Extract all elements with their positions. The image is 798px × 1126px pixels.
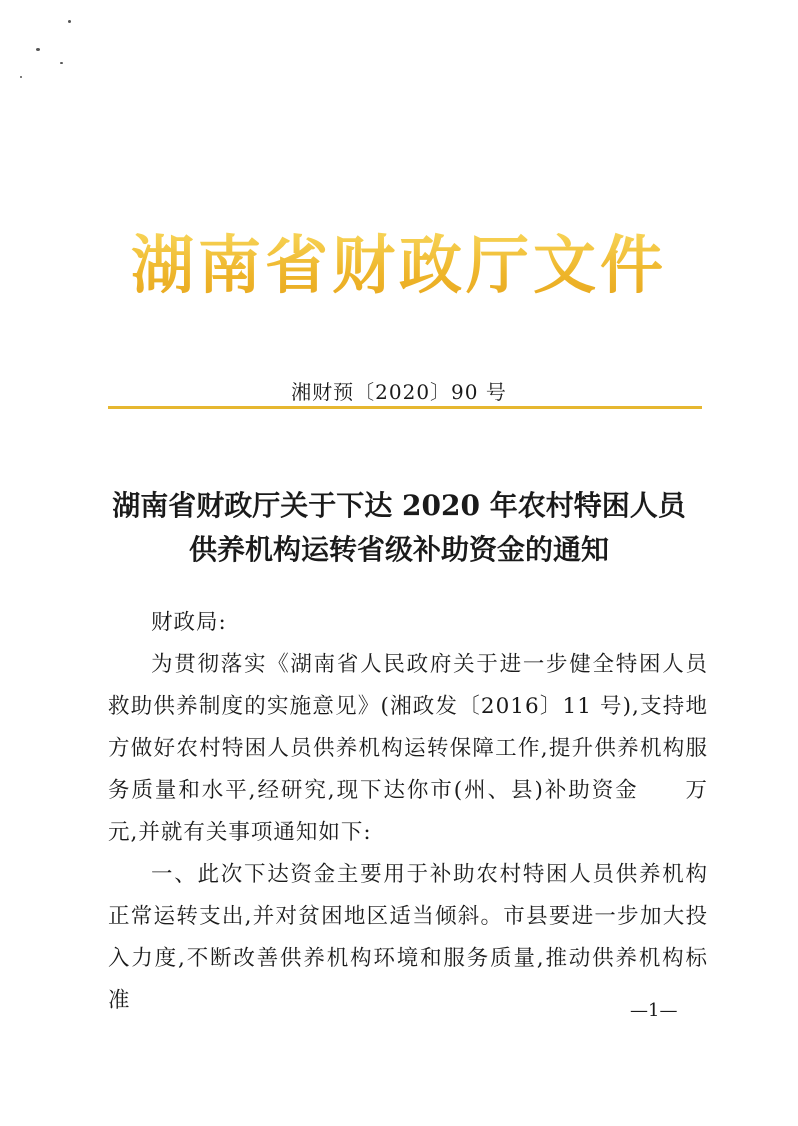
page-number: —1— bbox=[630, 1000, 678, 1021]
document-body bbox=[108, 602, 708, 1022]
body-paragraph: 一、此次下达资金主要用于补助农村特困人员供养机构正常运转支出,并对贫困地区适当倾斜。市县要进一步加大投入力度,不断改善供养机构环境和服务质量,推动供养机构标准 bbox=[108, 862, 708, 1013]
addressee: 财政局: bbox=[151, 610, 227, 635]
document-header-title: 湖南省财政厅文件 bbox=[0, 228, 798, 304]
document-number: 湘财预〔2020〕90 号 bbox=[291, 380, 507, 404]
scan-speck bbox=[36, 48, 40, 51]
scan-speck bbox=[68, 20, 71, 23]
notice-title-line: 供养机构运转省级补助资金的通知 bbox=[188, 533, 609, 566]
scan-speck bbox=[20, 76, 22, 78]
header-divider bbox=[108, 406, 702, 409]
notice-title bbox=[0, 484, 798, 572]
notice-title-line: 湖南省财政厅关于下达 2020 年农村特困人员 bbox=[112, 489, 686, 522]
body-paragraph: 为贯彻落实《湖南省人民政府关于进一步健全特困人员救助供养制度的实施意见》(湘政发〔2016〕11 号),支持地方做好农村特困人员供养机构运转保障工作,提升供养机构服务质量和水平,经研究,现下达你市(州、县)补助资金 万元,并就有关事项通知如下: bbox=[108, 652, 708, 845]
scan-speck bbox=[60, 62, 63, 64]
